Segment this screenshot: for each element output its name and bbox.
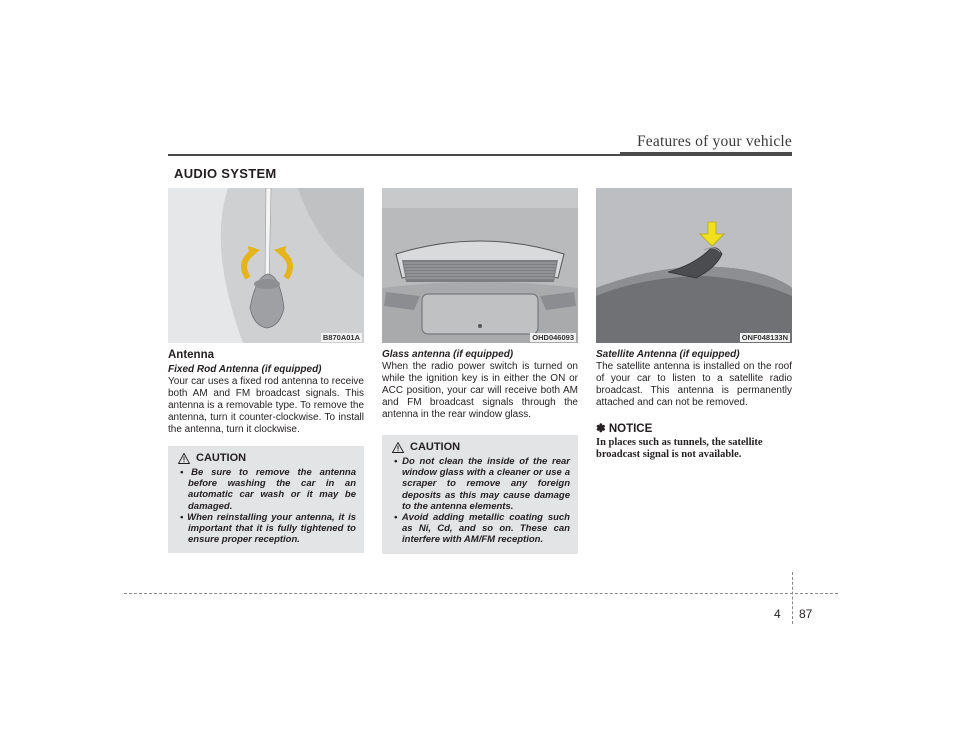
glass-antenna-illustration — [382, 188, 578, 343]
caution-item-text: Be sure to remove the antenna before washing the car in an automatic car wash or it may be damaged. — [188, 467, 356, 512]
figure-code: ONF048133N — [741, 333, 788, 342]
caution-list — [390, 456, 570, 546]
footer-rule — [124, 593, 838, 594]
warning-triangle-icon — [178, 453, 190, 464]
caution-box — [382, 435, 578, 554]
satellite-antenna-subheading: Satellite Antenna (if equipped) — [596, 349, 740, 360]
chapter-number: 4 — [774, 607, 781, 621]
footer-divider — [792, 572, 793, 624]
header-rule-accent — [620, 152, 792, 156]
glass-antenna-subheading: Glass antenna (if equipped) — [382, 349, 514, 360]
glass-antenna-body: When the radio power switch is turned on while the ignition key is in either the ON or ACC position, your car will receive both AM and FM broadcast signals through the antenna in the rear window glass. — [382, 361, 578, 420]
caution-item-text: Do not clean the inside of the rear window glass with a cleaner or use a scraper to remove any foreign deposits as this may cause damage to the antenna elements. — [402, 456, 570, 512]
notice-body: In places such as tunnels, the satellite broadcast signal is not available. — [596, 437, 763, 460]
satellite-antenna-body: The satellite antenna is installed on the roof of your car to listen to a satellite radio broadcast. This antenna is permanently attached and can not be removed. — [596, 361, 792, 408]
caution-item: • When reinstalling your antenna, it is important that it is fully tightened to ensure proper reception. — [180, 511, 356, 546]
fixed-rod-subheading: Fixed Rod Antenna (if equipped) — [168, 364, 322, 375]
figure-fixed-rod-antenna — [168, 188, 364, 343]
caution-title: CAUTION — [410, 441, 461, 453]
figure-glass-antenna — [382, 188, 578, 343]
caution-item-text: When reinstalling your antenna, it is important that it is fully tightened to ensure proper reception. — [187, 511, 356, 546]
caution-item: • Be sure to remove the antenna before washing the car in an automatic car wash or it may be damaged. — [180, 467, 356, 512]
warning-triangle-icon — [392, 442, 404, 453]
caution-title: CAUTION — [196, 452, 247, 464]
fixed-rod-antenna-illustration — [168, 188, 364, 343]
caution-box — [168, 446, 364, 553]
notice-title: ✽ NOTICE — [596, 423, 653, 435]
section-title: AUDIO SYSTEM — [174, 166, 277, 181]
page-number: 87 — [799, 607, 813, 621]
caution-heading — [392, 441, 570, 453]
caution-item-text: Avoid adding metallic coating such as Ni, Cd, and so on. These can interfere with AM/FM reception. — [401, 512, 570, 546]
figure-code: OHD046093 — [532, 333, 574, 342]
figure-satellite-antenna — [596, 188, 792, 343]
caution-list — [176, 467, 356, 545]
caution-item: • Avoid adding metallic coating such as Ni, Cd, and so on. These can interfere with AM/FM reception. — [394, 512, 570, 546]
caution-heading — [178, 452, 356, 464]
figure-code: B870A01A — [322, 333, 360, 342]
antenna-heading: Antenna — [168, 349, 214, 361]
page-header-title: Features of your vehicle — [636, 133, 792, 150]
column-glass-antenna — [382, 188, 578, 554]
fixed-rod-body: Your car uses a fixed rod antenna to receive both AM and FM broadcast signals. This antenna is a removable type. To remove the antenna, turn it counter-clockwise. To install the antenna, turn it clockwise. — [168, 376, 364, 435]
column-fixed-rod-antenna — [168, 188, 364, 553]
caution-item: • Do not clean the inside of the rear window glass with a cleaner or use a scraper to remove any foreign deposits as this may cause damage to the antenna elements. — [394, 456, 570, 512]
column-satellite-antenna — [596, 188, 792, 461]
satellite-antenna-illustration — [596, 188, 792, 343]
